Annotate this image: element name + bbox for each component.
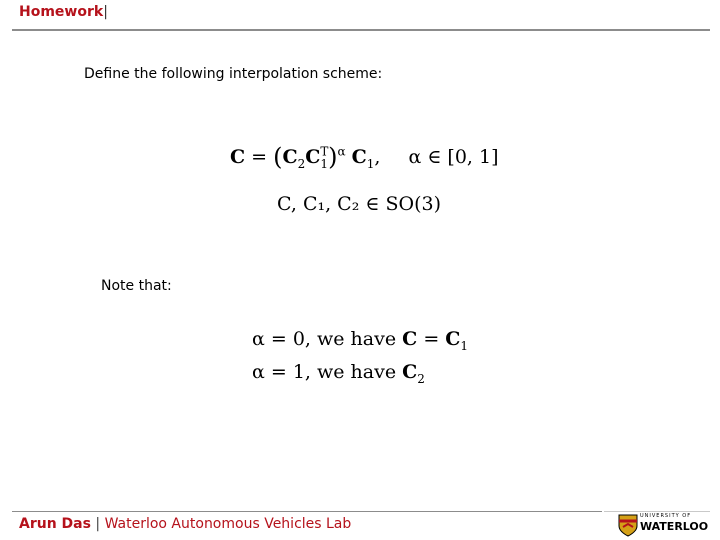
header-rule — [12, 29, 710, 31]
header-title-text: Homework — [19, 4, 104, 20]
case0-alpha: α = 0, we have — [252, 328, 397, 350]
note-text: Note that: — [101, 278, 172, 294]
eq-lhs: C — [230, 146, 246, 168]
eq-equals: = — [251, 146, 268, 168]
case1-c2: C — [402, 361, 418, 383]
case-alpha-one — [252, 361, 425, 386]
case0-equals: = — [423, 328, 440, 350]
logo-university-of: UNIVERSITY OF — [640, 513, 692, 519]
header-title — [19, 4, 108, 20]
intro-text: Define the following interpolation scheme: — [84, 66, 383, 82]
case1-alpha: α = 1, we have — [252, 361, 397, 383]
eq-base2-c: C — [305, 146, 321, 168]
eq-alpha-range: α ∈ [0, 1] — [408, 146, 499, 168]
header-separator: | — [103, 4, 108, 20]
case-alpha-zero — [252, 328, 468, 353]
eq-base2-sub: 1 — [320, 156, 329, 171]
footer-author: Arun Das — [19, 516, 91, 532]
footer-rule — [12, 511, 602, 512]
case0-c: C — [402, 328, 418, 350]
eq-base-c: C — [282, 146, 298, 168]
footer-rule-right — [604, 511, 710, 512]
case0-c1: C — [445, 328, 461, 350]
eq-tail-c: C — [351, 146, 367, 168]
interpolation-equation: $C = (C_2C^T_1)^\alpha$ $C_1$, α ∈ [0, 1] — [230, 143, 499, 171]
footer-lab: Waterloo Autonomous Vehicles Lab — [104, 516, 352, 532]
case0-c1-sub: 1 — [460, 338, 469, 353]
footer-credit — [19, 516, 351, 532]
eq-exponent: α — [337, 144, 346, 159]
logo-waterloo: WATERLOO — [640, 520, 709, 533]
eq-base2-sup: T — [320, 144, 329, 159]
footer-separator: | — [95, 516, 101, 532]
eq-base-sub: 2 — [297, 156, 306, 171]
so3-statement: C, C₁, C₂ ∈ SO(3) — [277, 193, 441, 215]
eq-tail-sub: 1 — [366, 156, 375, 171]
case1-c2-sub: 2 — [417, 371, 425, 386]
